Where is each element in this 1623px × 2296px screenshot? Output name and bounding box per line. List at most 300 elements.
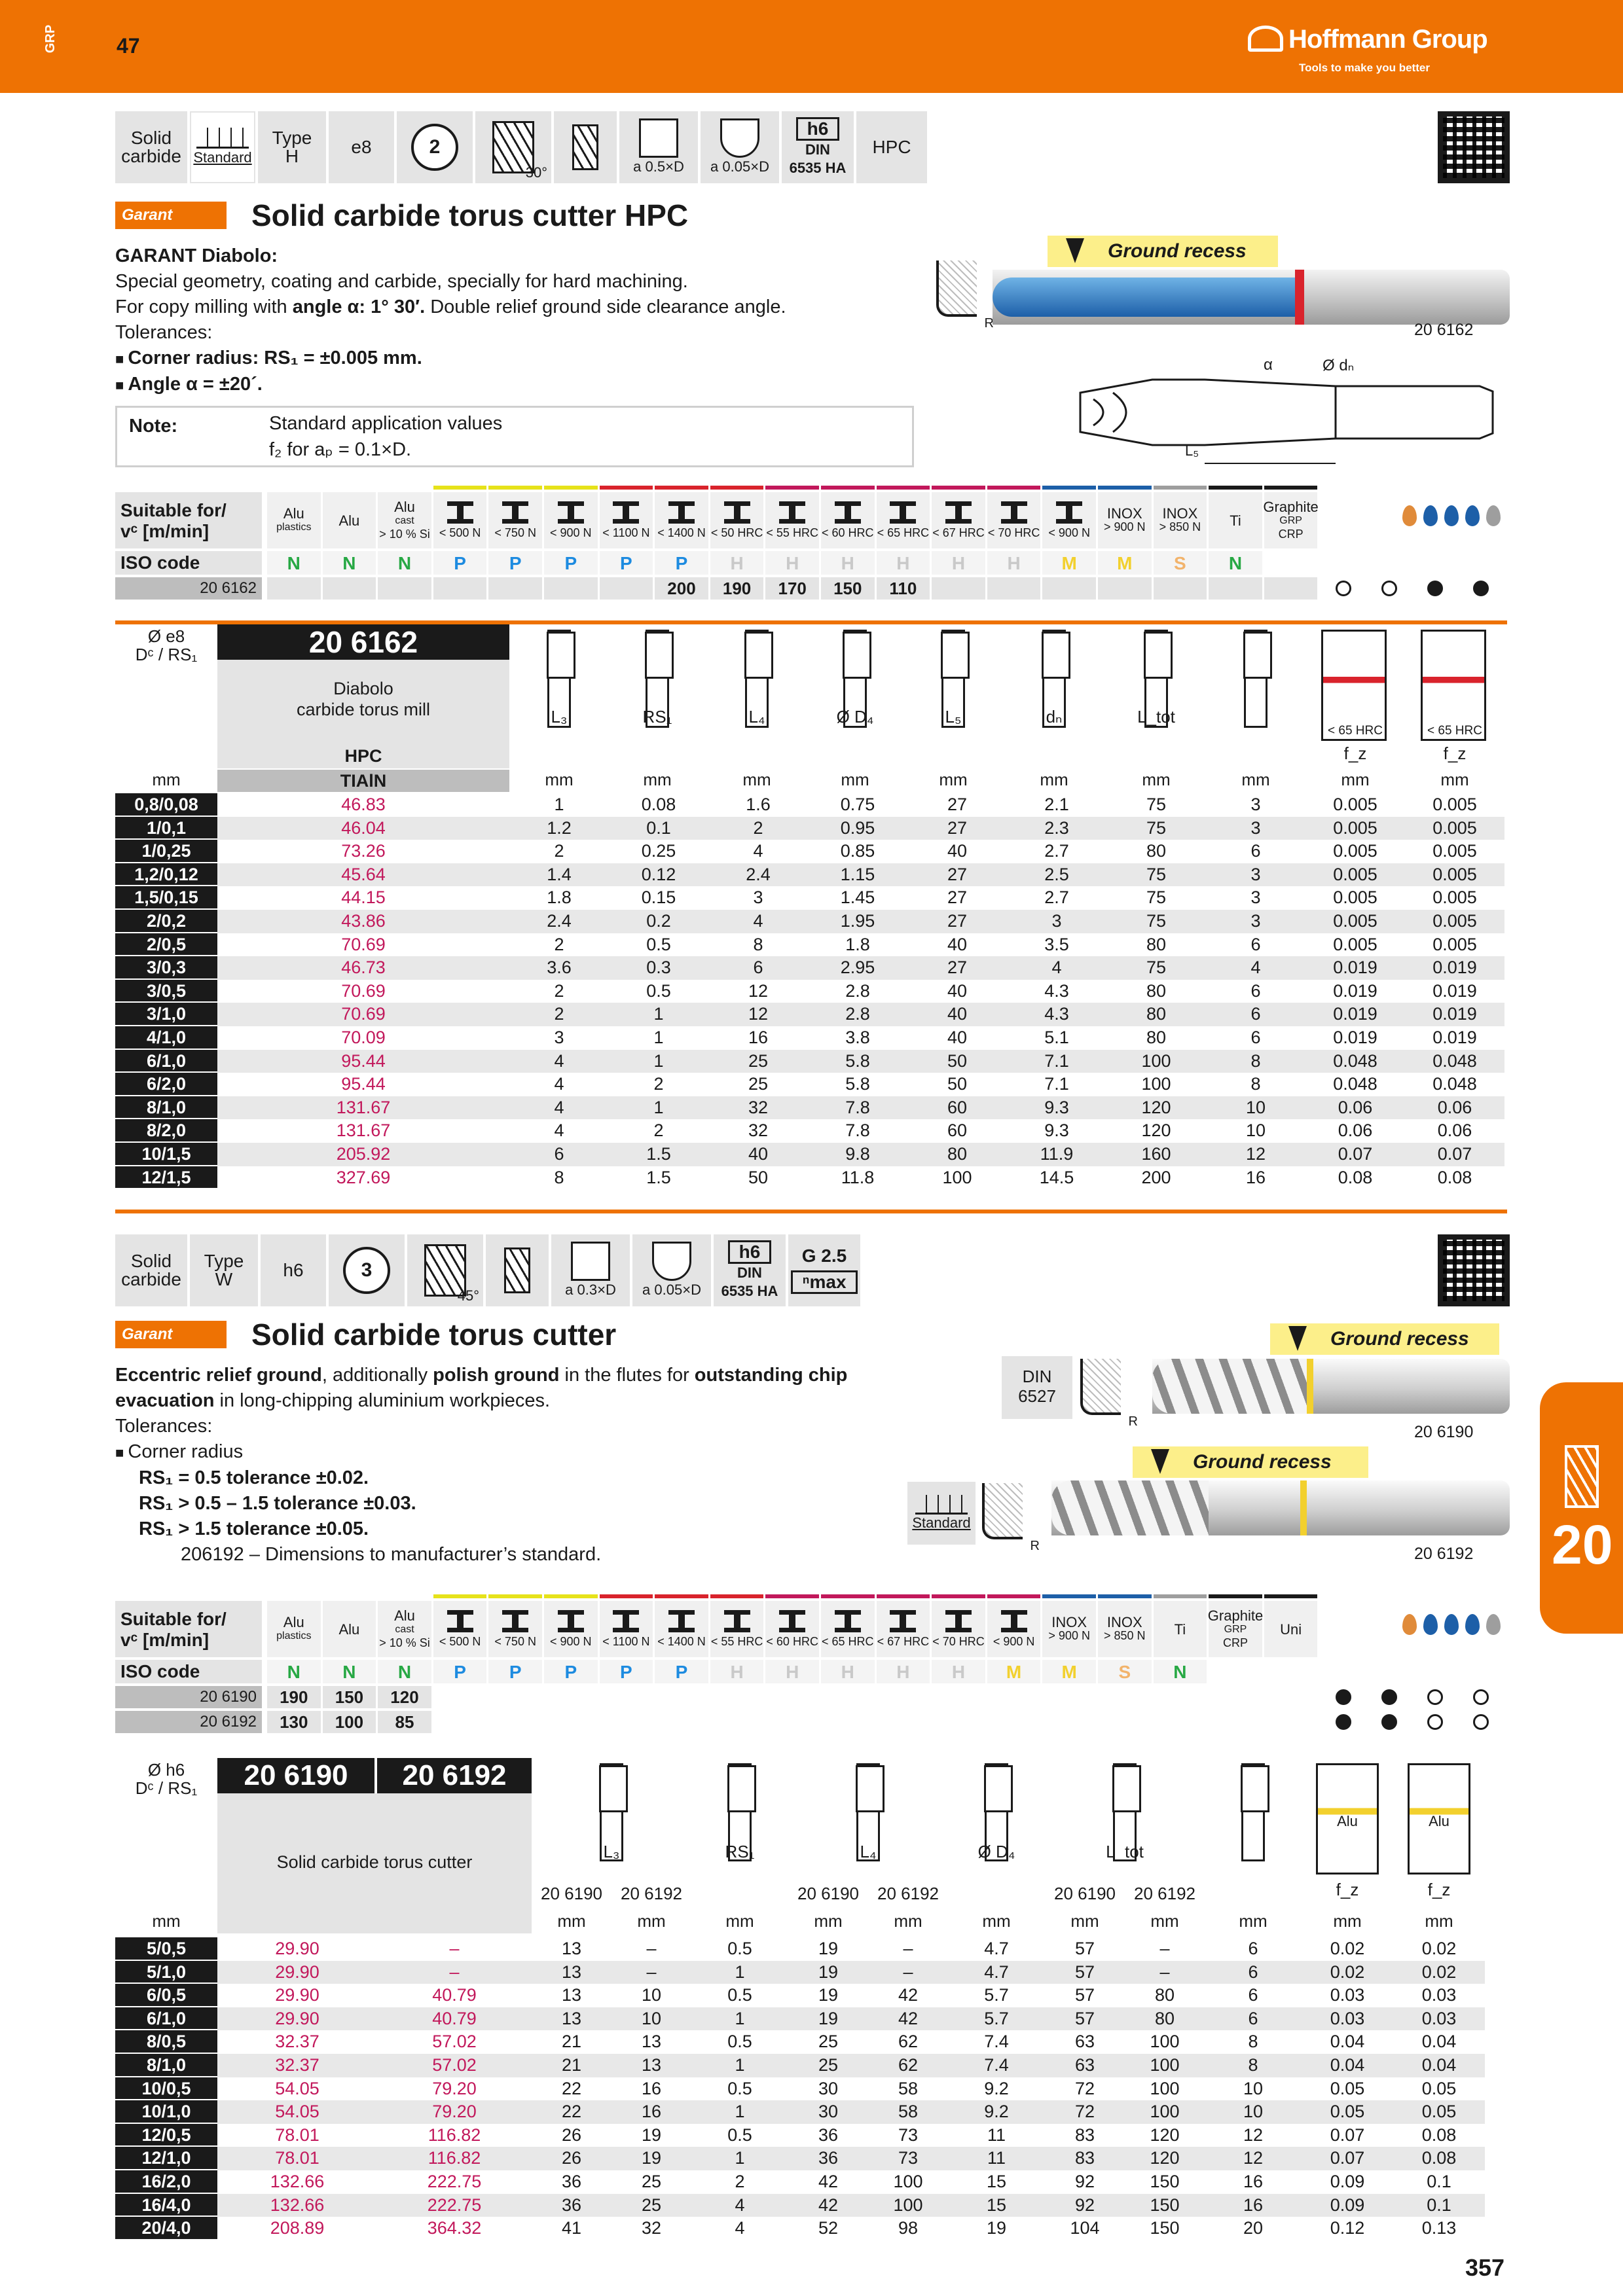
iso-code-cell: H — [710, 551, 764, 575]
product-title-1: Solid carbide torus cutter HPC — [251, 198, 689, 232]
chapter-tab[interactable] — [1540, 1382, 1623, 1634]
dimension-tool-icon — [1244, 630, 1267, 728]
value-cell: – — [868, 1961, 948, 1984]
value-cell: 60 — [907, 1096, 1007, 1120]
value-cell: 12 — [1206, 1143, 1305, 1166]
value-cell: 6 — [1205, 1961, 1302, 1984]
vc-value — [1154, 577, 1207, 600]
material-label: Graphite — [1207, 1607, 1264, 1624]
value-cell: 22 — [561, 2078, 582, 2098]
value-cell: 3 — [1206, 910, 1305, 933]
flutes-cell-2 — [329, 1234, 405, 1306]
column-header: Ø D₄ — [836, 707, 874, 726]
value-cell: 0.005 — [1432, 934, 1477, 954]
material-color-bar — [1209, 1594, 1262, 1598]
steel-beam-icon — [502, 501, 528, 524]
price-206192: 57.02 — [432, 2032, 477, 2052]
column-header: L₄ — [748, 707, 765, 726]
table-row[interactable] — [115, 2147, 1485, 2170]
vc-value: 200 — [655, 577, 708, 600]
iso-code-cell: M — [1098, 551, 1152, 575]
unit-label: mm — [742, 770, 771, 789]
value-cell: 10 — [611, 2007, 691, 2031]
value-cell: 150 — [1150, 2172, 1180, 2191]
column-header: L_tot — [1137, 707, 1175, 726]
value-cell: 6 — [1205, 2007, 1302, 2031]
value-cell: 0.02 — [1393, 1961, 1485, 1984]
material-column-header — [987, 492, 1041, 548]
iso-code-cell: N — [378, 551, 431, 575]
value-cell: 120 — [1141, 1121, 1171, 1141]
value-cell: 0.07 — [1302, 2147, 1393, 2170]
table-row[interactable] — [115, 817, 1504, 840]
price-206190: 29.90 — [275, 1985, 319, 2005]
side-code: GRP — [43, 24, 58, 54]
value-cell: 32 — [641, 2218, 662, 2238]
value-cell: 4.7 — [948, 1961, 1045, 1984]
value-cell: 1 — [691, 2147, 788, 2170]
unit-label: mm — [637, 1911, 666, 1931]
vc-value — [987, 577, 1041, 600]
material-strength: > 900 N — [1104, 520, 1146, 533]
mist-icon — [1444, 505, 1460, 531]
price-206190: 132.66 — [270, 2172, 325, 2191]
iso-code-cell: S — [1098, 1660, 1152, 1683]
table-row[interactable] — [115, 886, 1504, 910]
value-cell: 0.005 — [1333, 888, 1377, 908]
size-cell: 5/0,5 — [115, 1937, 217, 1961]
table-row[interactable] — [115, 2194, 1485, 2217]
value-cell: 4 — [691, 2194, 788, 2217]
price-cell: 95.44 — [217, 1050, 509, 1073]
value-cell: 0.07 — [1305, 1143, 1405, 1166]
value-cell: 120 — [1106, 1096, 1206, 1120]
material-column-header — [821, 1601, 875, 1657]
sub-header: 20 6190 — [1054, 1884, 1116, 1903]
material-strength: < 900 N — [1048, 526, 1090, 539]
vc-text: vᶜ [m/min] — [120, 1630, 210, 1650]
size-cell: 12/0,5 — [115, 2124, 217, 2147]
tolerance-cell: e8 — [329, 111, 394, 183]
value-cell: 12 — [708, 1003, 808, 1026]
value-cell: 32 — [708, 1096, 808, 1120]
iso-code-cell: P — [544, 551, 598, 575]
value-cell: 0.05 — [1302, 2100, 1393, 2124]
price-cell: 46.73 — [217, 956, 509, 980]
ground-recess-label-3: Ground recess — [1133, 1446, 1368, 1478]
value-cell: 3 — [1007, 910, 1106, 933]
material-color-bar — [267, 1594, 321, 1598]
value-cell: 3 — [554, 1028, 564, 1047]
iso-code-cell: H — [932, 551, 985, 575]
value-cell: 3.5 — [1044, 934, 1069, 954]
table-row[interactable] — [115, 2030, 1485, 2054]
material-color-bar — [1098, 1594, 1152, 1598]
iso-code-cell: N — [267, 1660, 321, 1683]
possible-circle-icon — [1473, 1689, 1489, 1705]
value-cell: 30 — [788, 2100, 868, 2124]
value-cell: 0.09 — [1330, 2172, 1365, 2191]
value-cell: 14.5 — [1039, 1167, 1074, 1187]
value-cell: 0.005 — [1432, 888, 1477, 908]
value-cell: 100 — [868, 2194, 948, 2217]
price-cell: 70.69 — [341, 934, 386, 954]
value-cell: 7.1 — [1007, 1050, 1106, 1073]
value-cell: 3 — [1206, 863, 1305, 887]
value-cell: 8 — [1206, 1050, 1305, 1073]
hpc-label: HPC — [344, 746, 382, 766]
material-strength: > 850 N — [1104, 1629, 1146, 1642]
material-label: Alu — [394, 498, 415, 515]
table-row[interactable] — [115, 1937, 1485, 1961]
value-cell: 11 — [987, 2125, 1006, 2145]
material-strength: CRP — [1222, 1636, 1248, 1649]
value-cell: 4 — [735, 2218, 745, 2238]
material-column-header — [1264, 1601, 1318, 1657]
value-cell: 0.05 — [1330, 2078, 1365, 2098]
table-row[interactable] — [115, 1143, 1504, 1166]
tool-image-206190 — [1152, 1359, 1510, 1414]
material-strength: < 1100 N — [602, 526, 650, 539]
ae1-cell: a 0.5×D — [619, 111, 698, 183]
no-coolant-icon — [1465, 505, 1481, 531]
shank-tool-icon — [1241, 1763, 1265, 1861]
vc-value — [1209, 577, 1262, 600]
garant-badge-2: Garant — [115, 1321, 227, 1348]
value-cell: 9.2 — [948, 2100, 1045, 2124]
vc-value: 150 — [821, 577, 875, 600]
emulsion-drop-icon-shape — [1423, 1614, 1438, 1635]
material-color-bar — [821, 1594, 875, 1598]
value-cell: 2.7 — [1044, 888, 1069, 908]
steel-beam-icon — [668, 501, 695, 524]
material-column-header — [323, 492, 376, 548]
value-cell: 3.8 — [845, 1028, 870, 1047]
column-header: RS₁ — [642, 707, 672, 726]
table-row[interactable] — [115, 2054, 1485, 2077]
steel-beam-icon — [890, 501, 916, 524]
value-cell: 27 — [947, 888, 968, 908]
value-cell: 27 — [947, 795, 968, 814]
corner-radius-icon-2 — [1080, 1359, 1121, 1415]
feed-label: f_z — [1336, 1880, 1359, 1899]
steel-beam-icon — [558, 1610, 584, 1632]
material-color-bar — [600, 486, 653, 490]
steel-beam-icon — [613, 501, 639, 524]
value-cell: 19 — [788, 2007, 868, 2031]
size-cell: 10/1,5 — [115, 1143, 217, 1166]
value-cell: 22 — [532, 2100, 611, 2124]
value-cell: 1.8 — [547, 888, 572, 908]
value-cell: 11 — [948, 2147, 1045, 2170]
material-color-bar — [932, 486, 985, 490]
iso-code-cell: H — [987, 551, 1041, 575]
material-color-bar — [1154, 1594, 1207, 1598]
value-cell: 1 — [691, 2054, 788, 2077]
value-cell: 150 — [1125, 2194, 1205, 2217]
table-row[interactable] — [115, 1984, 1485, 2007]
table-row[interactable] — [115, 2077, 1485, 2101]
price-206190: 132.66 — [217, 2194, 377, 2217]
helix-cell: 30° — [475, 111, 551, 183]
material-color-bar — [323, 486, 376, 490]
size-cell: 0,8/0,08 — [115, 793, 217, 817]
material-label: Alu — [283, 505, 304, 522]
mist-icon-shape — [1444, 1614, 1459, 1635]
value-cell: 0.1 — [1393, 2194, 1485, 2217]
value-cell: 2.8 — [845, 980, 870, 1001]
value-cell: 50 — [748, 1167, 769, 1187]
material-strength: < 55 HRC — [710, 1634, 763, 1648]
material-sublabel: GRP — [1279, 514, 1302, 526]
value-cell: 0.06 — [1437, 1121, 1472, 1141]
application-article: 20 6192 — [115, 1711, 262, 1733]
table-row[interactable] — [115, 2007, 1485, 2031]
table-row[interactable] — [115, 2124, 1485, 2147]
standard-cell: Standard — [190, 111, 255, 183]
table-row[interactable] — [115, 2217, 1485, 2240]
value-cell: 21 — [532, 2054, 611, 2077]
size-cell: 2/0,5 — [115, 933, 217, 957]
value-cell: 2.7 — [1044, 841, 1069, 861]
value-cell: 83 — [1074, 2125, 1095, 2145]
value-cell: 0.02 — [1421, 1939, 1457, 1958]
unit-label: mm — [557, 1911, 586, 1931]
table-row[interactable] — [115, 2170, 1485, 2194]
flute-count-icon: 3 — [343, 1247, 390, 1294]
material-column-header — [1209, 492, 1262, 548]
table-row[interactable] — [115, 1073, 1504, 1096]
page-number-top: 47 — [117, 34, 140, 58]
value-cell: 19 — [611, 2147, 691, 2170]
unit-label: mm — [643, 770, 672, 789]
value-cell: 4 — [708, 910, 808, 933]
value-cell: 62 — [868, 2054, 948, 2077]
price-206190: 54.05 — [275, 2078, 319, 2098]
unit-label: mm — [152, 770, 181, 789]
value-cell: 25 — [748, 1074, 769, 1094]
iso-code-cell: H — [765, 551, 819, 575]
column-header: L₃ — [603, 1842, 620, 1861]
value-cell: 8 — [1205, 2054, 1302, 2077]
diameter-header-1: Ø e8 Dᶜ / RS₁ — [135, 626, 198, 664]
value-cell: 7.4 — [948, 2054, 1045, 2077]
suitable-label — [115, 1601, 262, 1657]
standard-badge: Standard — [907, 1482, 976, 1545]
value-cell: 0.04 — [1330, 2032, 1365, 2052]
qr-code-icon[interactable] — [1438, 111, 1510, 183]
flute-count-icon: 2 — [411, 124, 458, 171]
material-strength: < 55 HRC — [766, 526, 818, 539]
material-column-header — [267, 492, 321, 548]
iso-code-cell: N — [1209, 551, 1262, 575]
value-cell: 100 — [942, 1167, 972, 1187]
possible-circle-icon — [1381, 581, 1397, 596]
corner-radius-icon — [936, 260, 977, 317]
value-cell: 52 — [818, 2218, 839, 2238]
column-header: L₄ — [860, 1842, 877, 1861]
material-strength: < 750 N — [494, 1634, 536, 1648]
mist-icon-shape — [1444, 505, 1459, 526]
value-cell: 1.5 — [609, 1143, 708, 1166]
price-206190: 29.90 — [217, 1961, 377, 1984]
iso-code-cell: M — [1042, 1660, 1096, 1683]
material-strength: < 900 N — [550, 1634, 592, 1648]
material-column-header — [1042, 492, 1096, 548]
table-row[interactable] — [115, 863, 1504, 887]
direction-cell-2 — [486, 1234, 549, 1306]
value-cell: 5.8 — [808, 1050, 907, 1073]
price-206192: 40.79 — [377, 2007, 532, 2031]
steel-beam-icon — [1001, 501, 1027, 524]
material-color-bar — [1042, 1594, 1096, 1598]
value-cell: 1 — [609, 1003, 708, 1026]
sub-header: 20 6190 — [797, 1884, 859, 1903]
table-row[interactable] — [115, 1096, 1504, 1120]
value-cell: 0.019 — [1305, 1003, 1405, 1026]
steel-beam-icon — [1056, 501, 1082, 524]
material-strength: > 900 N — [1048, 1629, 1090, 1642]
material-column-header — [378, 1601, 431, 1657]
material-strength: > 10 % Si — [379, 527, 430, 541]
value-cell: 1 — [691, 2007, 788, 2031]
value-cell: 0.048 — [1305, 1050, 1405, 1073]
table-row[interactable] — [115, 1961, 1485, 1984]
steel-beam-icon — [779, 1610, 805, 1632]
value-cell: 25 — [708, 1050, 808, 1073]
material-column-header — [378, 492, 431, 548]
material-column-header — [932, 492, 985, 548]
value-cell: 27 — [907, 863, 1007, 887]
value-cell: 16 — [611, 2100, 691, 2124]
material-sublabel: plastics — [276, 1630, 312, 1641]
table-row[interactable] — [115, 1166, 1504, 1190]
value-cell: 2 — [554, 841, 564, 861]
material-color-bar — [433, 486, 487, 490]
ae2-cell: a 0.05×D — [701, 111, 779, 183]
value-cell: – — [1125, 1961, 1205, 1984]
value-cell: 50 — [907, 1050, 1007, 1073]
value-cell: 57 — [1074, 1985, 1095, 2005]
qr-code-icon-2[interactable] — [1438, 1234, 1510, 1306]
material-strength: < 70 HRC — [987, 526, 1040, 539]
material-column-header — [710, 492, 764, 548]
standard-profile-icon — [196, 128, 249, 149]
value-cell: 0.08 — [641, 795, 676, 814]
material-label: Alu — [338, 1621, 360, 1638]
tool-image-206162 — [993, 270, 1510, 325]
value-cell: 0.07 — [1405, 1143, 1504, 1166]
vc-value — [1042, 577, 1096, 600]
profile-icon — [652, 1242, 691, 1281]
column-header: RS₁ — [725, 1842, 755, 1861]
price-206192: 116.82 — [428, 2125, 481, 2145]
direction-cell — [554, 111, 617, 183]
table-row[interactable] — [115, 980, 1504, 1003]
material-column-header — [932, 1601, 985, 1657]
iso-code-cell: P — [655, 1660, 708, 1683]
brand-logo[interactable] — [1248, 25, 1487, 54]
brand-tagline: Tools to make you better — [1299, 62, 1430, 74]
value-cell: 0.03 — [1421, 1985, 1457, 2005]
steel-beam-icon — [945, 501, 972, 524]
size-cell: 16/2,0 — [115, 2170, 217, 2194]
table-row[interactable] — [115, 956, 1504, 980]
value-cell: 3 — [1206, 817, 1305, 840]
value-cell: 26 — [561, 2125, 582, 2145]
table-row[interactable] — [115, 1050, 1504, 1073]
unit-label: mm — [545, 770, 574, 789]
value-cell: 0.25 — [641, 841, 676, 861]
unit-label: mm — [1070, 1911, 1099, 1931]
value-cell: 0.06 — [1405, 1096, 1504, 1120]
coating-label: TIAlN — [217, 770, 509, 792]
table-row[interactable] — [115, 793, 1504, 817]
value-cell: 8 — [1250, 1074, 1261, 1094]
steel-beam-icon — [779, 501, 805, 524]
table-row[interactable] — [115, 2100, 1485, 2124]
vc-value — [544, 577, 598, 600]
value-cell: 0.05 — [1393, 2100, 1485, 2124]
value-cell: 1.4 — [509, 863, 609, 887]
material-strength: CRP — [1278, 527, 1304, 541]
material-column-header — [267, 1601, 321, 1657]
value-cell: 16 — [1243, 2172, 1264, 2191]
table-row[interactable] — [115, 1119, 1504, 1143]
value-cell: 7.8 — [808, 1096, 907, 1120]
price-cell: 70.69 — [341, 980, 386, 1001]
material-color-bar — [600, 1594, 653, 1598]
material-column-header — [488, 1601, 542, 1657]
material-color-bar — [433, 1594, 487, 1598]
material-color-bar — [710, 486, 764, 490]
value-cell: 5.1 — [1044, 1028, 1069, 1047]
value-cell: 0.019 — [1333, 1028, 1377, 1047]
table-row[interactable] — [115, 910, 1504, 933]
vc-value: 150 — [323, 1686, 376, 1708]
vc-value: 120 — [378, 1686, 431, 1708]
ae1-cell-2: a 0.3×D — [551, 1234, 630, 1306]
column-header: L_tot — [1106, 1842, 1144, 1861]
value-cell: 19 — [788, 1961, 868, 1984]
value-cell: 0.005 — [1305, 863, 1405, 887]
material-strength: < 67 HRC — [932, 526, 985, 539]
value-cell: 0.13 — [1421, 2218, 1457, 2238]
value-cell: 92 — [1045, 2194, 1125, 2217]
material-column-header — [710, 1601, 764, 1657]
table-row[interactable] — [115, 1026, 1504, 1050]
ground-recess-label-2: Ground recess — [1270, 1323, 1499, 1355]
value-cell: 2.1 — [1044, 795, 1069, 814]
value-cell: 15 — [948, 2194, 1045, 2217]
value-cell: 1.95 — [808, 910, 907, 933]
value-cell: 0.019 — [1405, 1003, 1504, 1026]
recommended-dot-icon — [1381, 1714, 1397, 1730]
material-color-bar — [987, 486, 1041, 490]
table-row[interactable] — [115, 1003, 1504, 1026]
iso-code-cell: P — [544, 1660, 598, 1683]
oil-drop-icon-shape — [1402, 1614, 1417, 1635]
size-cell: 12/1,5 — [115, 1166, 217, 1190]
value-cell: 83 — [1045, 2147, 1125, 2170]
unit-label: mm — [939, 770, 968, 789]
value-cell: 150 — [1150, 2218, 1180, 2238]
column-header: < 65 HRC — [1427, 724, 1482, 738]
vc-value: 170 — [765, 577, 819, 600]
table-row[interactable] — [115, 933, 1504, 957]
table-row[interactable] — [115, 840, 1504, 863]
value-cell: 2.5 — [1007, 863, 1106, 887]
